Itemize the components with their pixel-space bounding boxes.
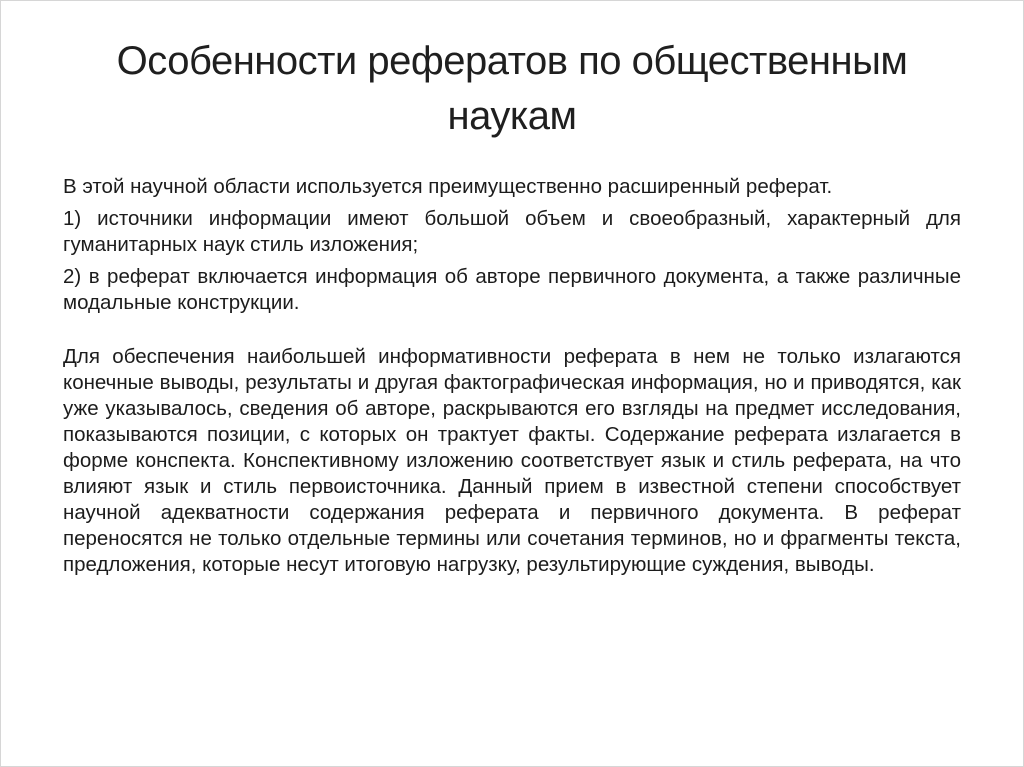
body-paragraph: В этой научной области используется преимущественно расширенный реферат.	[63, 175, 833, 198]
body-paragraph: Для обеспечения наибольшей информативности реферата в нем не только излагаются конечные выводы, результаты и другая фактографическая информация, но и приводятся, как уже указывалось, сведения об авторе, раскрываются его взгляды на предмет исследования, показываются позиции, с которых он трактует факты. Содержание реферата излагается в форме конспекта. Конспективному изложению соответствует язык и стиль реферата, на что влияют язык и стиль первоисточника. Данный прием в известной степени способствует научной адекватности содержания реферата и первичного документа. В реферат переносятся не только отдельные термины или сочетания терминов, но и фрагменты текста, предложения, которые несут итоговую нагрузку, результирующие суждения, выводы.	[63, 345, 961, 576]
body-paragraph: 2) в реферат включается информация об авторе первичного документа, а также различные модальные конструкции.	[63, 265, 961, 314]
slide-title	[63, 34, 961, 144]
slide-title-line-2: наукам	[447, 94, 577, 138]
body-paragraph: 1) источники информации имеют большой объем и своеобразный, характерный для гуманитарных наук стиль изложения;	[63, 207, 961, 256]
slide-title-line-1: Особенности рефератов по общественным	[116, 39, 908, 83]
slide-body	[63, 174, 961, 578]
